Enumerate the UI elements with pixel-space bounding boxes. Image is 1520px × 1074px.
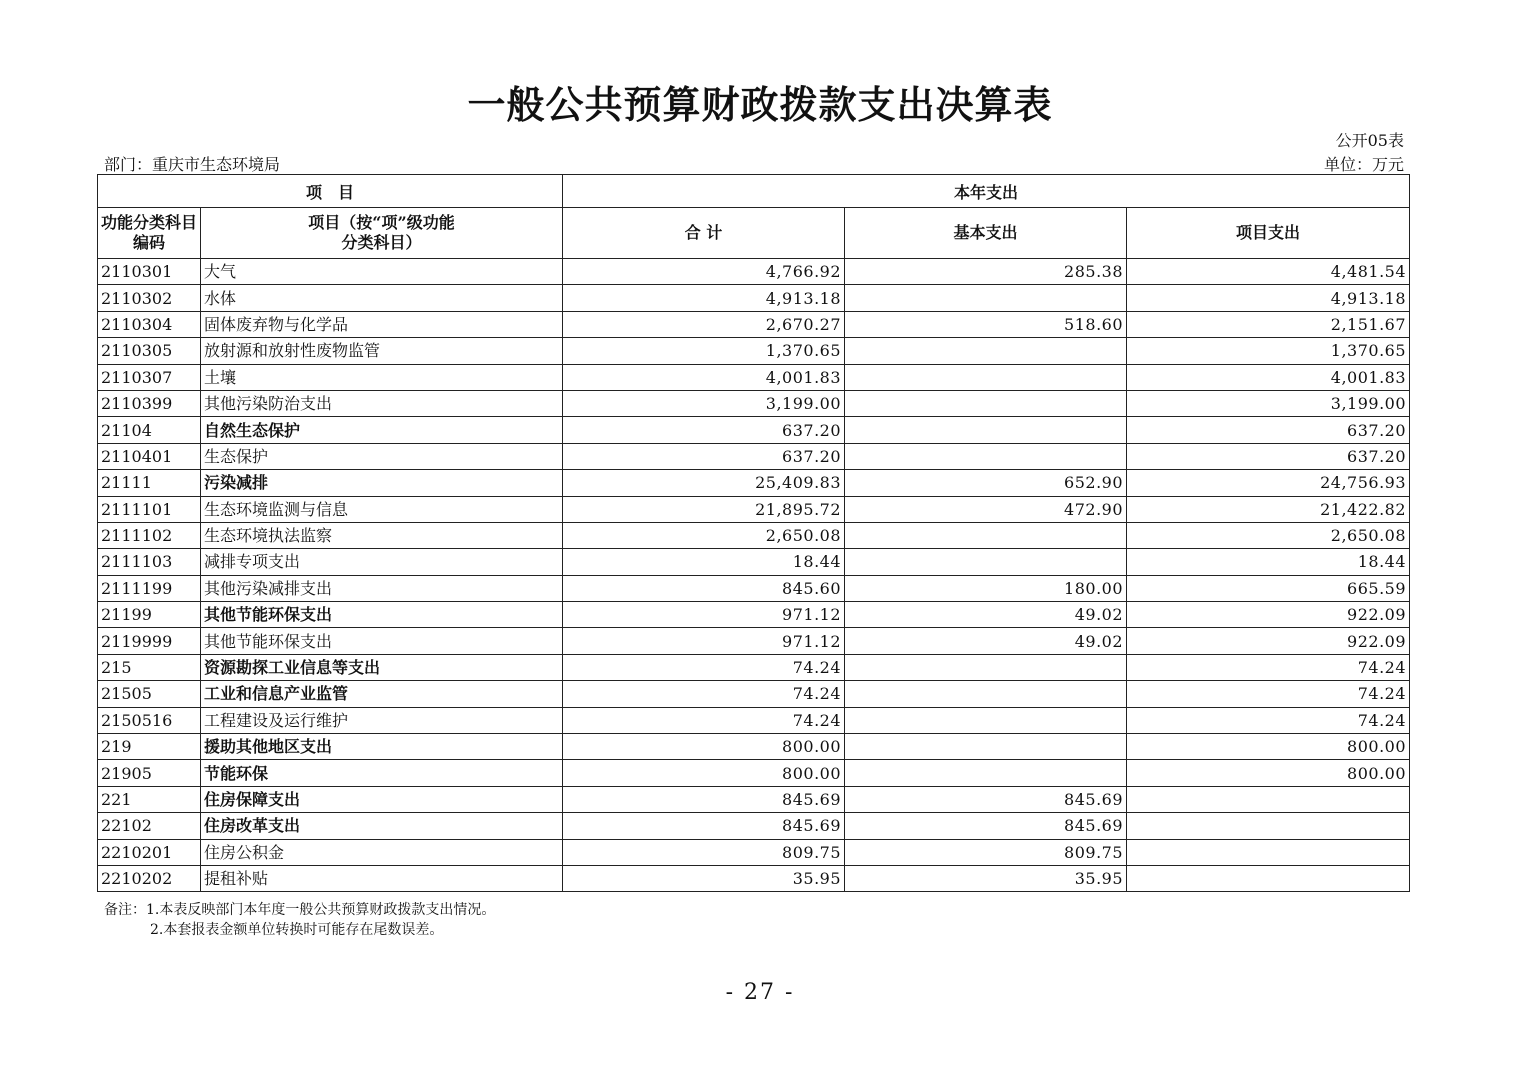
table-row bbox=[98, 496, 1410, 522]
cell-code: 2110399 bbox=[98, 390, 201, 416]
table-row bbox=[98, 654, 1410, 680]
cell-total: 971.12 bbox=[563, 628, 845, 654]
cell-project: 800.00 bbox=[1127, 734, 1410, 760]
cell-project: 4,001.83 bbox=[1127, 364, 1410, 390]
cell-name: 其他节能环保支出 bbox=[201, 628, 563, 654]
cell-total: 18.44 bbox=[563, 549, 845, 575]
table-row bbox=[98, 259, 1410, 285]
cell-basic bbox=[845, 734, 1127, 760]
cell-basic bbox=[845, 338, 1127, 364]
cell-name: 住房改革支出 bbox=[201, 813, 563, 839]
cell-project bbox=[1127, 786, 1410, 812]
cell-name: 其他污染防治支出 bbox=[201, 390, 563, 416]
cell-code: 2111101 bbox=[98, 496, 201, 522]
table-row bbox=[98, 813, 1410, 839]
cell-total: 74.24 bbox=[563, 681, 845, 707]
page-number: - 27 - bbox=[725, 980, 795, 1005]
unit-label: 单位：万元 bbox=[1323, 155, 1404, 174]
cell-basic bbox=[845, 760, 1127, 786]
cell-code: 2110305 bbox=[98, 338, 201, 364]
cell-name: 自然生态保护 bbox=[201, 417, 563, 443]
cell-name: 其他污染减排支出 bbox=[201, 575, 563, 601]
cell-name: 工程建设及运行维护 bbox=[201, 707, 563, 733]
cell-total: 637.20 bbox=[563, 417, 845, 443]
cell-total: 809.75 bbox=[563, 839, 845, 865]
cell-basic bbox=[845, 364, 1127, 390]
table-body bbox=[98, 259, 1410, 892]
cell-total: 3,199.00 bbox=[563, 390, 845, 416]
cell-code: 215 bbox=[98, 654, 201, 680]
cell-basic: 652.90 bbox=[845, 470, 1127, 496]
cell-code: 2210202 bbox=[98, 865, 201, 891]
cell-total: 4,001.83 bbox=[563, 364, 845, 390]
page-title: 一般公共预算财政拨款支出决算表 bbox=[467, 82, 1053, 127]
cell-basic bbox=[845, 707, 1127, 733]
cell-name: 污染减排 bbox=[201, 470, 563, 496]
cell-project: 74.24 bbox=[1127, 654, 1410, 680]
cell-total: 845.69 bbox=[563, 786, 845, 812]
cell-total: 25,409.83 bbox=[563, 470, 845, 496]
cell-project: 922.09 bbox=[1127, 602, 1410, 628]
cell-project: 922.09 bbox=[1127, 628, 1410, 654]
header-project: 项目支出 bbox=[1127, 208, 1410, 259]
cell-code: 21111 bbox=[98, 470, 201, 496]
table-row bbox=[98, 865, 1410, 891]
cell-project: 637.20 bbox=[1127, 443, 1410, 469]
cell-code: 2119999 bbox=[98, 628, 201, 654]
cell-basic: 845.69 bbox=[845, 813, 1127, 839]
cell-code: 2110304 bbox=[98, 311, 201, 337]
cell-code: 2110307 bbox=[98, 364, 201, 390]
cell-code: 2150516 bbox=[98, 707, 201, 733]
cell-project: 2,650.08 bbox=[1127, 522, 1410, 548]
cell-project: 24,756.93 bbox=[1127, 470, 1410, 496]
cell-total: 845.69 bbox=[563, 813, 845, 839]
header-total: 合 计 bbox=[563, 208, 845, 259]
cell-project: 800.00 bbox=[1127, 760, 1410, 786]
cell-code: 21104 bbox=[98, 417, 201, 443]
cell-basic: 285.38 bbox=[845, 259, 1127, 285]
header-basic: 基本支出 bbox=[845, 208, 1127, 259]
header-year-group: 本年支出 bbox=[563, 175, 1410, 208]
cell-name: 其他节能环保支出 bbox=[201, 602, 563, 628]
table-row bbox=[98, 311, 1410, 337]
table-row bbox=[98, 575, 1410, 601]
cell-name: 固体废弃物与化学品 bbox=[201, 311, 563, 337]
cell-name: 住房保障支出 bbox=[201, 786, 563, 812]
cell-name: 生态保护 bbox=[201, 443, 563, 469]
cell-name: 生态环境监测与信息 bbox=[201, 496, 563, 522]
cell-total: 74.24 bbox=[563, 707, 845, 733]
cell-name: 节能环保 bbox=[201, 760, 563, 786]
header-item-group: 项 目 bbox=[98, 175, 563, 208]
table-row bbox=[98, 681, 1410, 707]
table-row bbox=[98, 338, 1410, 364]
cell-total: 1,370.65 bbox=[563, 338, 845, 364]
cell-total: 845.60 bbox=[563, 575, 845, 601]
note-2: 2.本套报表金额单位转换时可能存在尾数误差。 bbox=[150, 922, 444, 938]
cell-project bbox=[1127, 839, 1410, 865]
cell-code: 22102 bbox=[98, 813, 201, 839]
cell-basic: 472.90 bbox=[845, 496, 1127, 522]
cell-basic: 845.69 bbox=[845, 786, 1127, 812]
cell-total: 800.00 bbox=[563, 760, 845, 786]
cell-project: 4,913.18 bbox=[1127, 285, 1410, 311]
cell-code: 2110302 bbox=[98, 285, 201, 311]
note-1: 备注：1.本表反映部门本年度一般公共预算财政拨款支出情况。 bbox=[104, 902, 496, 918]
cell-basic bbox=[845, 390, 1127, 416]
cell-total: 21,895.72 bbox=[563, 496, 845, 522]
table-row bbox=[98, 839, 1410, 865]
cell-total: 2,650.08 bbox=[563, 522, 845, 548]
cell-basic: 49.02 bbox=[845, 602, 1127, 628]
cell-total: 74.24 bbox=[563, 654, 845, 680]
cell-name: 土壤 bbox=[201, 364, 563, 390]
cell-code: 21505 bbox=[98, 681, 201, 707]
cell-total: 35.95 bbox=[563, 865, 845, 891]
table-row bbox=[98, 285, 1410, 311]
table-row bbox=[98, 602, 1410, 628]
table-row bbox=[98, 364, 1410, 390]
cell-name: 工业和信息产业监管 bbox=[201, 681, 563, 707]
cell-project: 637.20 bbox=[1127, 417, 1410, 443]
header-name-text: 项目（按“项”级功能分类科目） bbox=[308, 213, 455, 252]
cell-project: 4,481.54 bbox=[1127, 259, 1410, 285]
cell-basic bbox=[845, 549, 1127, 575]
header-name bbox=[201, 208, 563, 259]
cell-code: 2210201 bbox=[98, 839, 201, 865]
cell-project: 665.59 bbox=[1127, 575, 1410, 601]
table-row bbox=[98, 390, 1410, 416]
cell-name: 提租补贴 bbox=[201, 865, 563, 891]
cell-basic bbox=[845, 285, 1127, 311]
cell-basic bbox=[845, 443, 1127, 469]
form-code: 公开05表 bbox=[1335, 131, 1404, 150]
cell-code: 21905 bbox=[98, 760, 201, 786]
cell-code: 219 bbox=[98, 734, 201, 760]
cell-name: 援助其他地区支出 bbox=[201, 734, 563, 760]
cell-project: 3,199.00 bbox=[1127, 390, 1410, 416]
cell-code: 2111102 bbox=[98, 522, 201, 548]
cell-basic: 518.60 bbox=[845, 311, 1127, 337]
cell-project: 2,151.67 bbox=[1127, 311, 1410, 337]
cell-total: 971.12 bbox=[563, 602, 845, 628]
table-row bbox=[98, 549, 1410, 575]
cell-code: 2110301 bbox=[98, 259, 201, 285]
cell-name: 住房公积金 bbox=[201, 839, 563, 865]
cell-name: 水体 bbox=[201, 285, 563, 311]
cell-code: 21199 bbox=[98, 602, 201, 628]
cell-project: 18.44 bbox=[1127, 549, 1410, 575]
cell-total: 2,670.27 bbox=[563, 311, 845, 337]
header-code-text: 功能分类科目编码 bbox=[101, 213, 198, 252]
table-row bbox=[98, 443, 1410, 469]
cell-basic: 809.75 bbox=[845, 839, 1127, 865]
cell-project bbox=[1127, 865, 1410, 891]
cell-name: 生态环境执法监察 bbox=[201, 522, 563, 548]
cell-code: 221 bbox=[98, 786, 201, 812]
cell-name: 资源勘探工业信息等支出 bbox=[201, 654, 563, 680]
table-row bbox=[98, 628, 1410, 654]
cell-code: 2111103 bbox=[98, 549, 201, 575]
table-row bbox=[98, 417, 1410, 443]
cell-total: 800.00 bbox=[563, 734, 845, 760]
cell-total: 637.20 bbox=[563, 443, 845, 469]
table-row bbox=[98, 522, 1410, 548]
department-label: 部门：重庆市生态环境局 bbox=[104, 155, 281, 174]
header-code bbox=[98, 208, 201, 259]
cell-project: 74.24 bbox=[1127, 681, 1410, 707]
table-row bbox=[98, 734, 1410, 760]
cell-basic: 49.02 bbox=[845, 628, 1127, 654]
table-row bbox=[98, 707, 1410, 733]
table-row bbox=[98, 760, 1410, 786]
cell-code: 2111199 bbox=[98, 575, 201, 601]
table-row bbox=[98, 786, 1410, 812]
cell-basic bbox=[845, 522, 1127, 548]
cell-name: 放射源和放射性废物监管 bbox=[201, 338, 563, 364]
cell-project: 1,370.65 bbox=[1127, 338, 1410, 364]
cell-basic bbox=[845, 654, 1127, 680]
cell-basic bbox=[845, 681, 1127, 707]
notes bbox=[104, 900, 495, 940]
cell-project: 74.24 bbox=[1127, 707, 1410, 733]
table-row bbox=[98, 470, 1410, 496]
expenditure-table bbox=[97, 174, 1410, 892]
cell-basic: 35.95 bbox=[845, 865, 1127, 891]
cell-code: 2110401 bbox=[98, 443, 201, 469]
cell-project bbox=[1127, 813, 1410, 839]
cell-name: 减排专项支出 bbox=[201, 549, 563, 575]
cell-name: 大气 bbox=[201, 259, 563, 285]
cell-basic bbox=[845, 417, 1127, 443]
cell-basic: 180.00 bbox=[845, 575, 1127, 601]
cell-project: 21,422.82 bbox=[1127, 496, 1410, 522]
cell-total: 4,766.92 bbox=[563, 259, 845, 285]
cell-total: 4,913.18 bbox=[563, 285, 845, 311]
